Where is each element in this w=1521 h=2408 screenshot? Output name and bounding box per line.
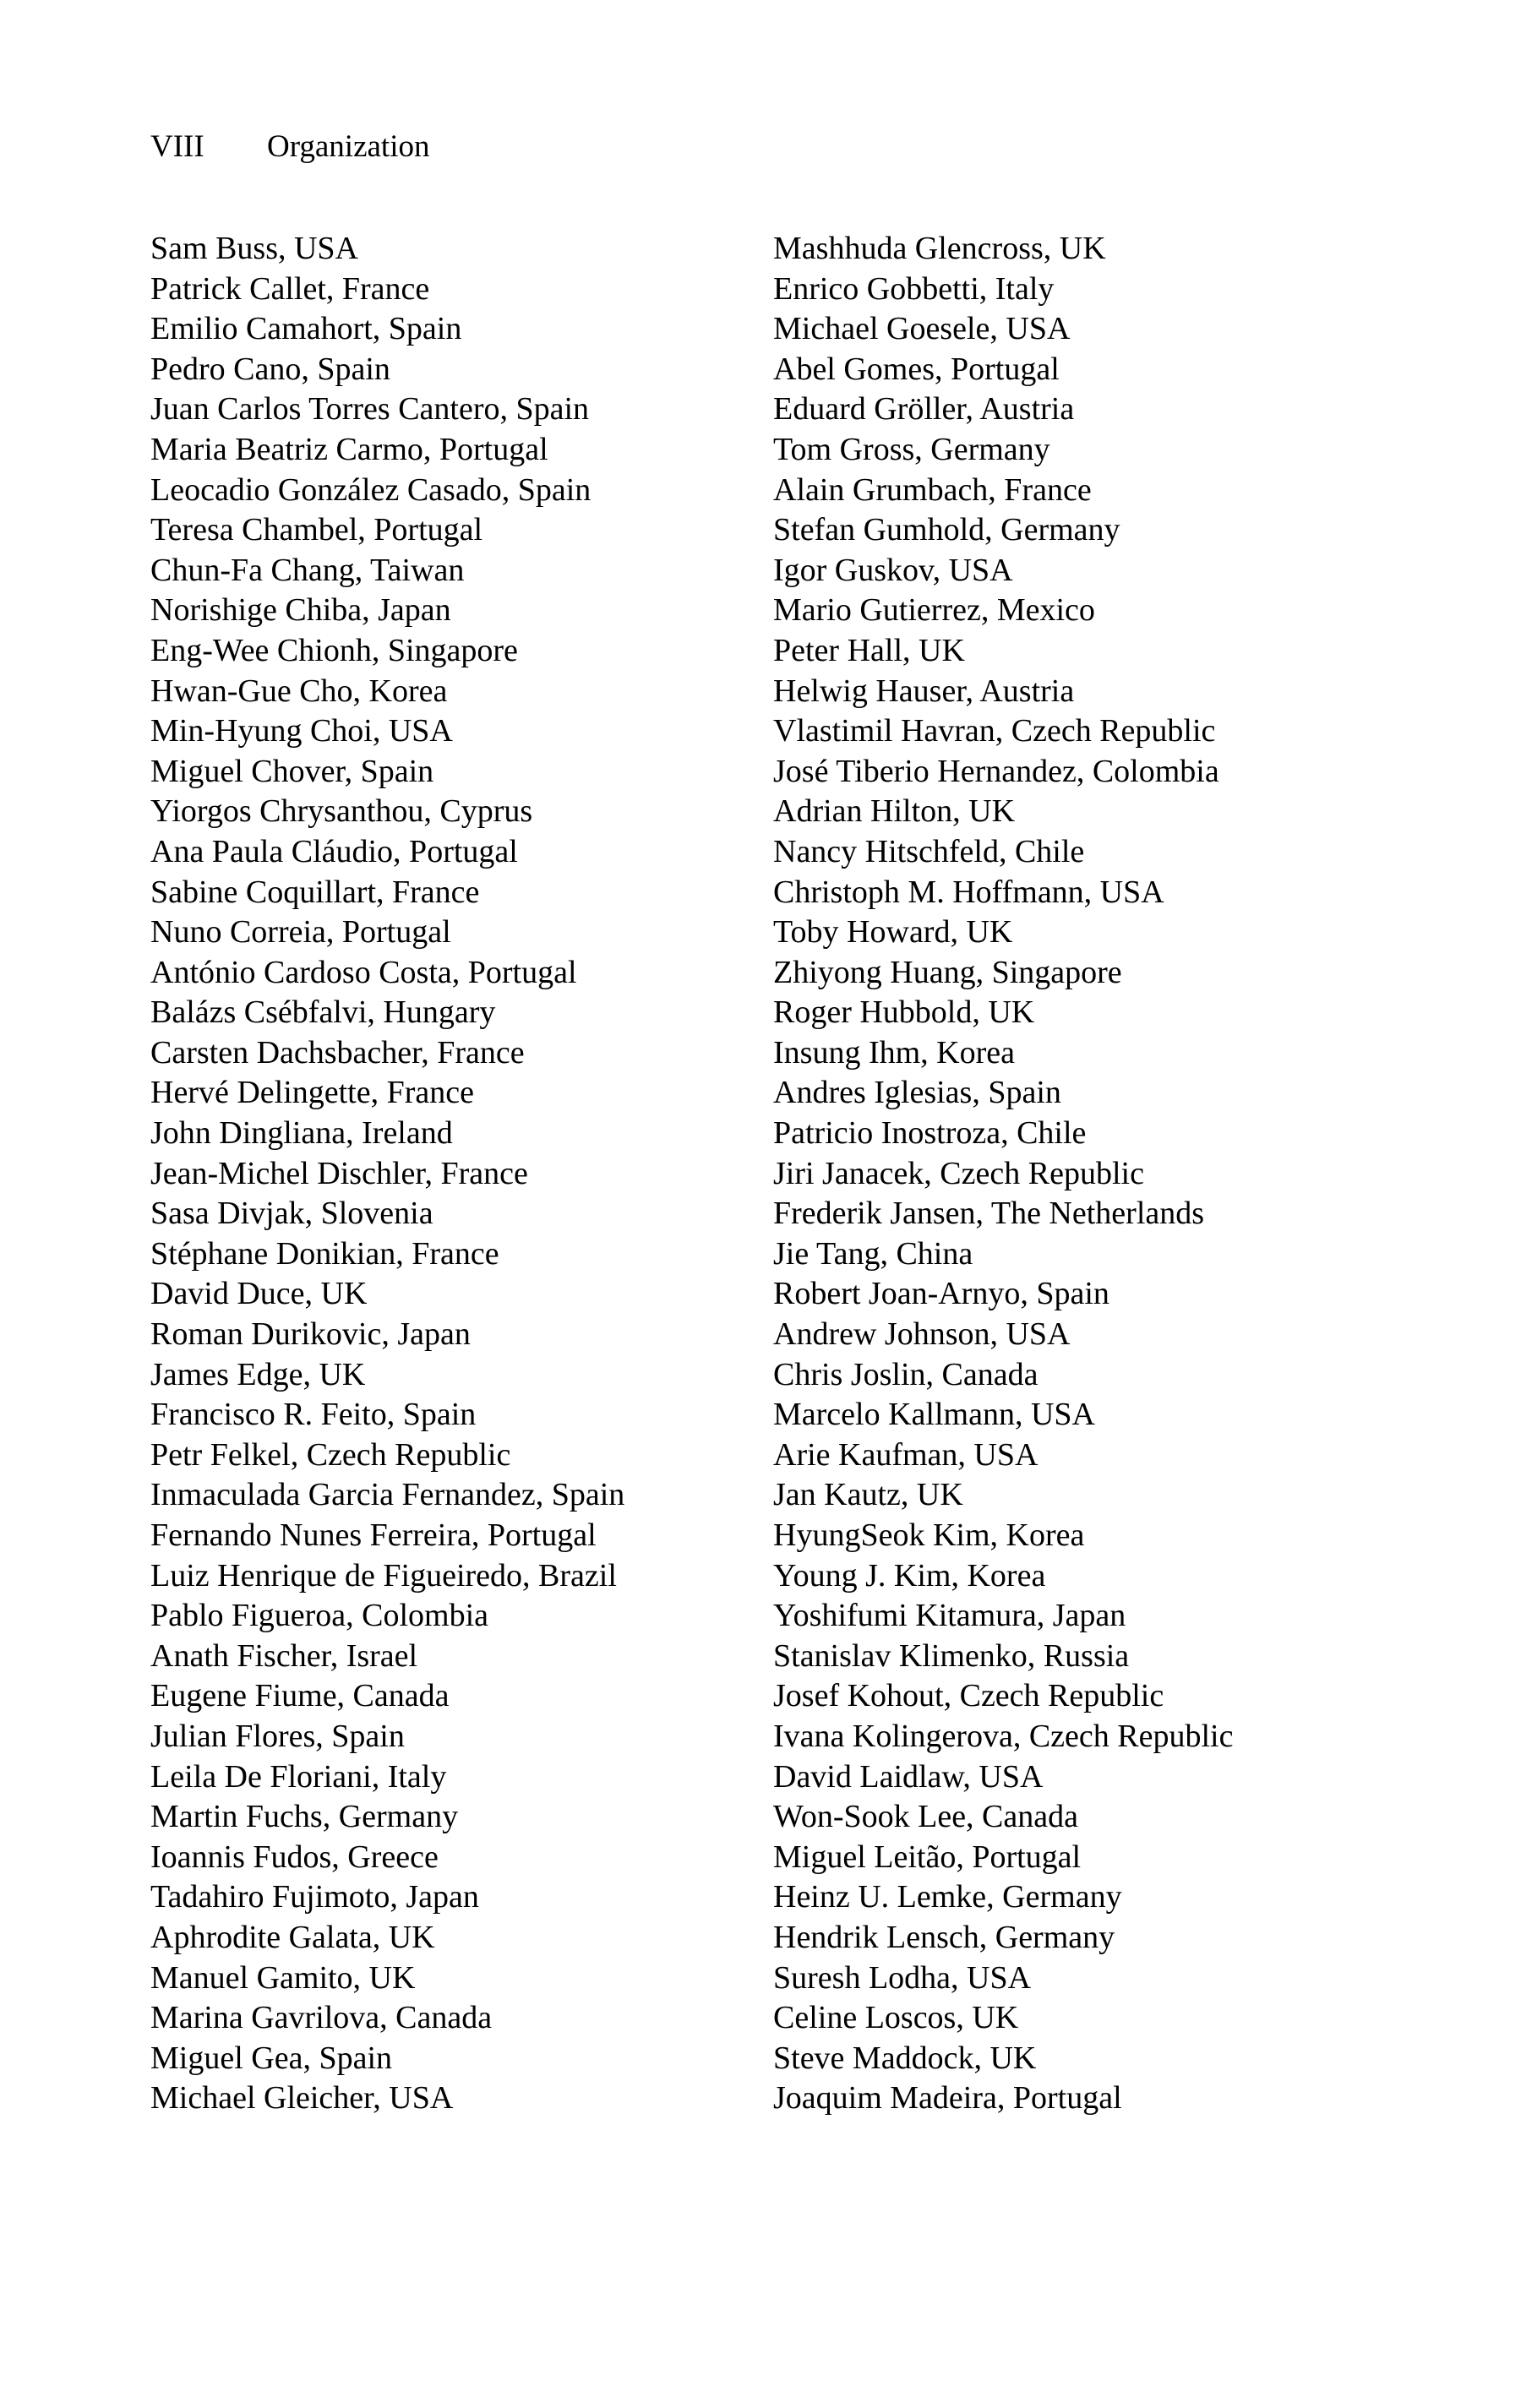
committee-member-entry: José Tiberio Hernandez, Colombia (773, 753, 1219, 789)
committee-member-entry: Miguel Leitão, Portugal (773, 1839, 1082, 1875)
committee-member-entry: Hendrik Lensch, Germany (773, 1919, 1115, 1955)
committee-member-entry: Carsten Dachsbacher, France (150, 1034, 525, 1071)
committee-member-entry: Martin Fuchs, Germany (150, 1799, 459, 1835)
committee-member-entry: David Laidlaw, USA (773, 1758, 1044, 1795)
committee-member-entry: Arie Kaufman, USA (773, 1436, 1039, 1473)
committee-member-entry: Vlastimil Havran, Czech Republic (773, 713, 1216, 749)
committee-member-entry: Fernando Nunes Ferreira, Portugal (150, 1517, 597, 1553)
committee-member-entry: Stanislav Klimenko, Russia (773, 1637, 1130, 1674)
committee-member-entry: James Edge, UK (150, 1356, 366, 1392)
committee-member-entry: Alain Grumbach, France (773, 471, 1092, 508)
left-column-list (150, 229, 624, 2119)
committee-member-entry: Heinz U. Lemke, Germany (773, 1879, 1122, 1915)
committee-member-entry: Julian Flores, Spain (150, 1718, 405, 1754)
committee-member-entry: Pablo Figueroa, Colombia (150, 1598, 489, 1634)
committee-member-entry: Won-Sook Lee, Canada (773, 1799, 1078, 1835)
committee-member-entry: Sabine Coquillart, France (150, 874, 480, 910)
committee-member-entry: Patricio Inostroza, Chile (773, 1115, 1087, 1152)
committee-member-entry: Eng-Wee Chionh, Singapore (150, 632, 518, 668)
running-head (150, 127, 429, 167)
committee-member-entry: Manuel Gamito, UK (150, 1959, 416, 1996)
committee-member-entry: Norishige Chiba, Japan (150, 592, 451, 629)
committee-member-entry: Francisco R. Feito, Spain (150, 1397, 477, 1433)
committee-member-entry: Celine Loscos, UK (773, 2000, 1019, 2036)
committee-member-entry: Michael Goesele, USA (773, 311, 1071, 347)
committee-member-entry: Eugene Fiume, Canada (150, 1678, 450, 1714)
committee-member-entry: Tom Gross, Germany (773, 431, 1050, 467)
committee-member-entry: Hervé Delingette, France (150, 1075, 474, 1111)
committee-member-entry: David Duce, UK (150, 1276, 368, 1312)
section-title: Organization (267, 129, 430, 164)
committee-member-entry: Toby Howard, UK (773, 914, 1013, 951)
committee-member-entry: Robert Joan-Arnyo, Spain (773, 1276, 1109, 1312)
committee-member-entry: Nuno Correia, Portugal (150, 914, 451, 951)
committee-member-entry: Pedro Cano, Spain (150, 351, 390, 387)
committee-member-entry: Maria Beatriz Carmo, Portugal (150, 431, 548, 467)
committee-member-entry: Stefan Gumhold, Germany (773, 512, 1120, 548)
committee-member-entry: Emilio Camahort, Spain (150, 311, 462, 347)
committee-member-entry: Abel Gomes, Portugal (773, 351, 1060, 387)
committee-member-entry: Insung Ihm, Korea (773, 1034, 1015, 1071)
committee-member-entry: Jiri Janacek, Czech Republic (773, 1155, 1144, 1191)
committee-member-entry: Roger Hubbold, UK (773, 994, 1035, 1031)
committee-member-entry: Petr Felkel, Czech Republic (150, 1436, 511, 1473)
committee-member-entry: Tadahiro Fujimoto, Japan (150, 1879, 479, 1915)
committee-member-entry: John Dingliana, Ireland (150, 1115, 453, 1152)
committee-member-entry: Jan Kautz, UK (773, 1477, 963, 1513)
committee-member-entry: Adrian Hilton, UK (773, 793, 1016, 830)
committee-member-entry: HyungSeok Kim, Korea (773, 1517, 1085, 1553)
committee-member-entry: Hwan-Gue Cho, Korea (150, 673, 448, 709)
committee-member-entry: Enrico Gobbetti, Italy (773, 270, 1055, 307)
committee-member-entry: Marcelo Kallmann, USA (773, 1397, 1095, 1433)
committee-member-entry: Suresh Lodha, USA (773, 1959, 1032, 1996)
committee-member-entry: Jean-Michel Dischler, France (150, 1155, 528, 1191)
committee-member-entry: Sam Buss, USA (150, 231, 358, 266)
committee-member-entry: Mario Gutierrez, Mexico (773, 592, 1095, 629)
committee-member-entry: Eduard Gröller, Austria (773, 391, 1075, 428)
committee-member-entry: Ana Paula Cláudio, Portugal (150, 833, 518, 869)
committee-member-entry: Ioannis Fudos, Greece (150, 1839, 439, 1875)
page-number: VIII (150, 129, 204, 164)
committee-member-entry: Yoshifumi Kitamura, Japan (773, 1598, 1126, 1634)
committee-member-entry: Luiz Henrique de Figueiredo, Brazil (150, 1557, 617, 1594)
committee-member-entry: Yiorgos Chrysanthou, Cyprus (150, 793, 533, 830)
committee-member-entry: Frederik Jansen, The Netherlands (773, 1196, 1205, 1232)
committee-member-entry: Jie Tang, China (773, 1235, 973, 1272)
committee-member-entry: Joaquim Madeira, Portugal (773, 2080, 1122, 2117)
committee-member-entry: Andres Iglesias, Spain (773, 1075, 1061, 1111)
committee-member-entry: Leocadio González Casado, Spain (150, 471, 592, 508)
committee-member-entry: Balázs Csébfalvi, Hungary (150, 994, 496, 1031)
committee-member-entry: Ivana Kolingerova, Czech Republic (773, 1718, 1234, 1754)
committee-member-entry: Andrew Johnson, USA (773, 1316, 1071, 1353)
committee-member-entry: Teresa Chambel, Portugal (150, 512, 483, 548)
committee-member-entry: Juan Carlos Torres Cantero, Spain (150, 391, 590, 428)
committee-member-entry: Steve Maddock, UK (773, 2040, 1037, 2076)
committee-member-entry: Roman Durikovic, Japan (150, 1316, 471, 1353)
committee-member-entry: Young J. Kim, Korea (773, 1557, 1046, 1594)
committee-member-entry: Marina Gavrilova, Canada (150, 2000, 493, 2036)
committee-member-entry: Miguel Gea, Spain (150, 2040, 393, 2076)
committee-member-entry: Zhiyong Huang, Singapore (773, 954, 1122, 990)
committee-member-entry: António Cardoso Costa, Portugal (150, 954, 577, 990)
committee-member-entry: Aphrodite Galata, UK (150, 1919, 435, 1955)
committee-member-entry: Patrick Callet, France (150, 270, 430, 307)
committee-member-entry: Sasa Divjak, Slovenia (150, 1196, 433, 1232)
right-column-list (773, 229, 1233, 2119)
committee-member-entry: Nancy Hitschfeld, Chile (773, 833, 1085, 869)
committee-member-entry: Chun-Fa Chang, Taiwan (150, 552, 465, 588)
committee-member-entry: Stéphane Donikian, France (150, 1235, 499, 1272)
committee-member-entry: Josef Kohout, Czech Republic (773, 1678, 1164, 1714)
committee-member-entry: Peter Hall, UK (773, 632, 965, 668)
committee-member-entry: Min-Hyung Choi, USA (150, 713, 453, 749)
committee-member-entry: Chris Joslin, Canada (773, 1356, 1039, 1392)
committee-member-entry: Helwig Hauser, Austria (773, 673, 1075, 709)
committee-member-entry: Mashhuda Glencross, UK (773, 231, 1106, 266)
committee-member-entry: Christoph M. Hoffmann, USA (773, 874, 1164, 910)
committee-member-entry: Inmaculada Garcia Fernandez, Spain (150, 1477, 625, 1513)
committee-member-entry: Igor Guskov, USA (773, 552, 1013, 588)
committee-member-entry: Michael Gleicher, USA (150, 2080, 454, 2117)
committee-member-entry: Anath Fischer, Israel (150, 1637, 418, 1674)
committee-member-entry: Leila De Floriani, Italy (150, 1758, 447, 1795)
committee-member-entry: Miguel Chover, Spain (150, 753, 434, 789)
